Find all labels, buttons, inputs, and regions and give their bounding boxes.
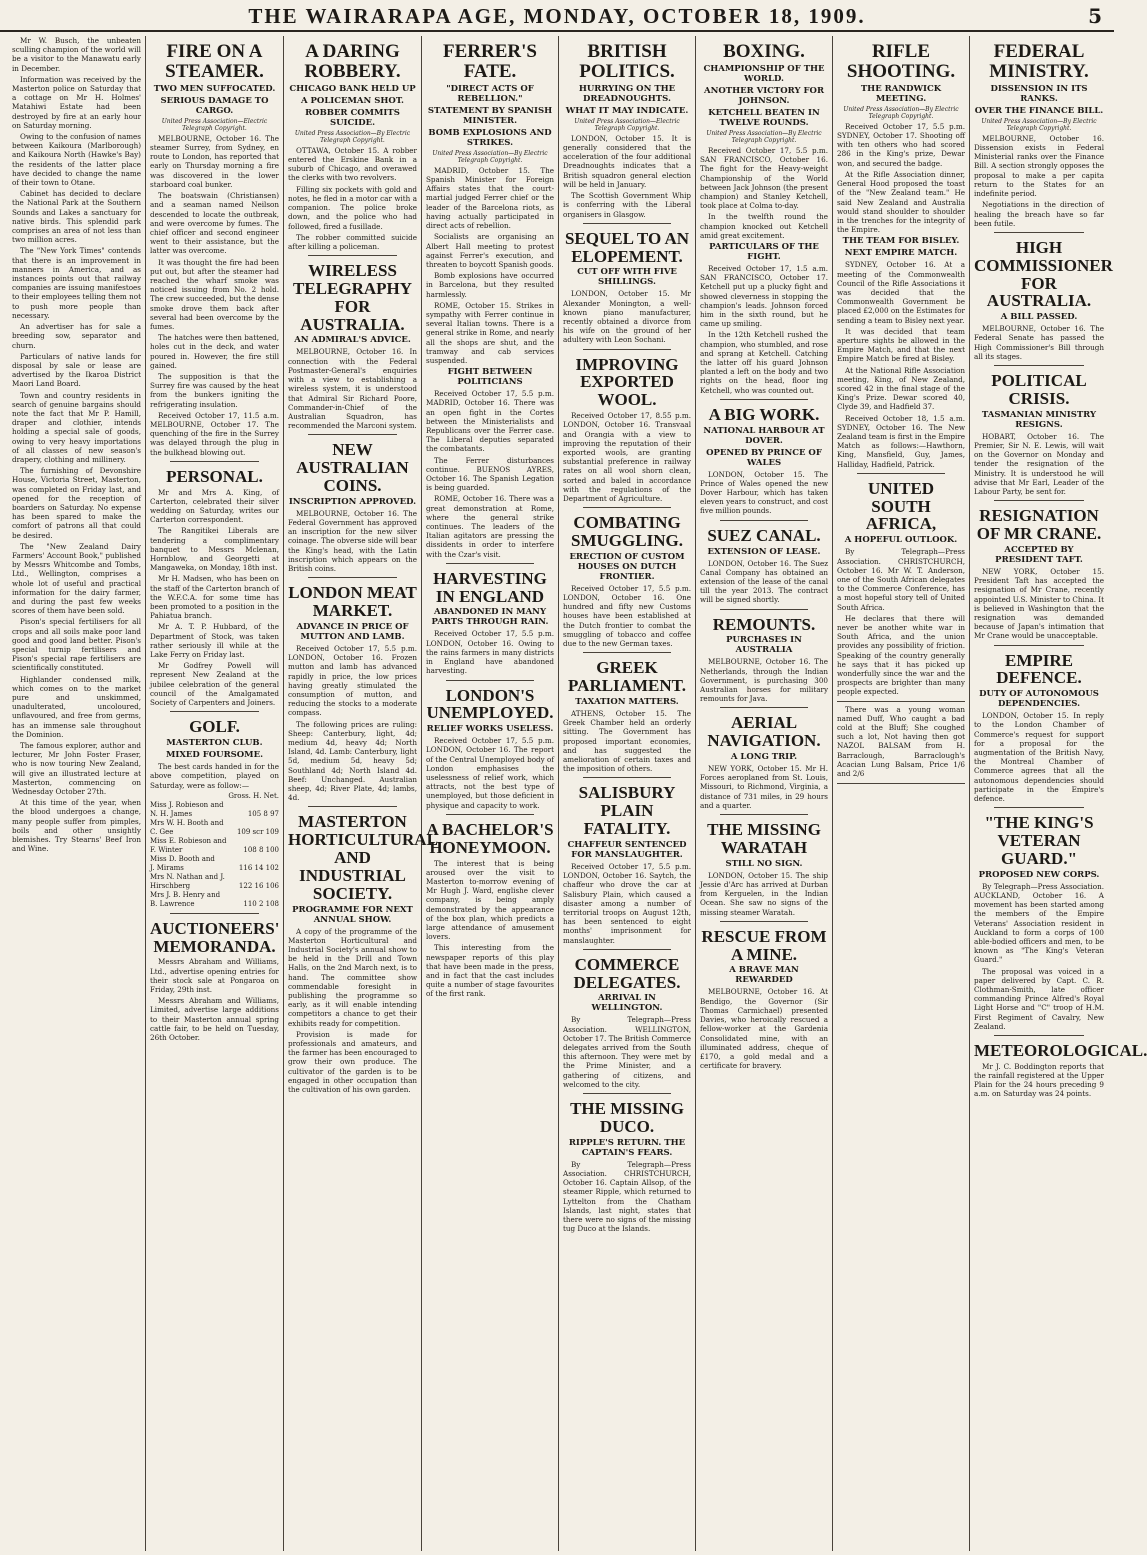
subheading: FIGHT BETWEEN POLITICIANS bbox=[447, 367, 533, 388]
wire-credit: United Press Association—Electric Telegraph Copyright. bbox=[574, 117, 680, 132]
paragraph: This interesting from the newspaper reports of this play that have been made in the press, and in fact that the cast includes quite a number of stage favourites of the first rank. bbox=[426, 943, 554, 999]
paragraph: The supposition is that the Surrey fire was caused by the heat from the bunkers igniting the refrigerating insulation. bbox=[150, 371, 279, 409]
paragraph: The following prices are ruling: Sheep: Canterbury, light, 4d; medium 4d, heavy 4d; North Island, 4d. Lamb: Canterbury, light 5d, medium 5d, heavy 5d; Southland 4d; North Island 4d. Beef: Unchanged. Australian sheep, 4d; River Plate, 4d; lambs, 4d. bbox=[288, 719, 417, 803]
paragraph: Received October 17, 11.5 a.m. MELBOURNE, October 17. The quenching of the fire in the Surrey was delayed through the plug in the bulkhead blowing out. bbox=[150, 410, 279, 457]
paragraph: Received October 17, 5.5 p.m. MADRID, October 16. There was an open fight in the Cortes between the Ministerialists and Republicans over the Ferrer case. The Liberal deputies separated the combatants. bbox=[426, 389, 554, 454]
paragraph: LONDON, October 15. It is generally considered that the acceleration of the four additional Dreadnoughts indicates that a British squadron general election will be held in January. bbox=[563, 133, 691, 189]
paragraph: By Telegraph—Press Association. WELLINGTON, October 17. The British Commerce delegates arrived from the South this afternoon. They were met by the Prime Minister, and a gathering of citizens, and welcomed to the city. bbox=[563, 1015, 691, 1089]
divider bbox=[170, 913, 259, 914]
column-8 bbox=[970, 36, 1147, 1551]
subheading: RIPPLE'S RETURN. THE CAPTAIN'S FEARS. bbox=[568, 1137, 686, 1158]
paragraph: Received October 17, 1.5 a.m. SAN FRANCISCO, October 17. Ketchell put up a plucky fight and showed cleverness in stopping the champion's leads. Johnson forced him in the sixth round, but he came up smiling. bbox=[700, 263, 828, 329]
table-row: Miss E. Robieson and bbox=[150, 836, 227, 845]
divider bbox=[583, 507, 671, 508]
divider bbox=[446, 680, 534, 681]
paragraph: At this time of the year, when the blood undergoes a change, many people suffer from pimples, boils and other unsightly blemishes. Try Stearns' Beef Iron and Wine. bbox=[12, 798, 141, 854]
wire-credit: United Press Association—By Electric Telegraph Copyright. bbox=[706, 129, 822, 144]
paragraph: The Scottish Government Whip is conferring with the Liberal organisers in Glasgow. bbox=[563, 191, 691, 219]
headline: NEW AUSTRALIAN COINS. bbox=[296, 440, 409, 495]
headline: RIFLE SHOOTING. bbox=[846, 41, 956, 82]
subheading: TASMANIAN MINISTRY RESIGNS. bbox=[981, 409, 1097, 430]
headline: IMPROVING EXPORTED WOOL. bbox=[575, 354, 679, 410]
divider bbox=[994, 365, 1084, 366]
column-3 bbox=[284, 36, 438, 1551]
subheading: OPENED BY PRINCE OF WALES bbox=[706, 447, 822, 468]
paragraph: Town and country residents in search of genuine bargains should note the fact that Mr P. Hamill, draper and clothier, intends holding a special sale of goods, owing to very heavy importations of all classes of new season's drapery, clothing and millinery. bbox=[12, 390, 141, 464]
paragraph: By Telegraph—Press Association. CHRISTCHURCH, October 16. Mr W. T. Anderson, one of the South African delegates to the Commerce Conference, has a most hopeful story tell of United South Africa. bbox=[837, 547, 965, 612]
headline: GOLF. bbox=[189, 717, 240, 737]
headline: SEQUEL TO AN ELOPEMENT. bbox=[564, 228, 690, 266]
table-row: F. Winter 108 8 100 bbox=[150, 845, 279, 854]
paragraph: Highlander condensed milk, which comes on to the market pure and unskimmed, unadulterated, uncoloured, unflavoured, and free from germs, has an immense sale throughout the Dominion. bbox=[12, 674, 141, 739]
divider bbox=[308, 577, 397, 578]
subheading: DISSENSION IN ITS RANKS. bbox=[990, 83, 1088, 104]
subheading: PROGRAMME FOR NEXT ANNUAL SHOW. bbox=[292, 904, 413, 925]
paragraph: Filling six pockets with gold and notes, he fled in a motor car with a companion. The police broke down, and the police who had followed, fired a fusillade. bbox=[288, 184, 417, 231]
subheading: ADVANCE IN PRICE OF MUTTON AND LAMB. bbox=[296, 621, 409, 642]
subheading: THE RANDWICK MEETING. bbox=[860, 83, 942, 104]
divider bbox=[994, 232, 1084, 233]
column-5 bbox=[559, 36, 696, 1551]
paragraph: Received October 17, 5.5 p.m. SYDNEY, October 17. Shooting off with ten others who had scored 286 in the King's prize, Dewar won, and secured the badge. bbox=[837, 121, 965, 168]
paragraph: In the twelfth round the champion knocked out Ketchell amid great excitement. bbox=[700, 212, 828, 240]
headline: BOXING. bbox=[723, 41, 805, 62]
subheading: A POLICEMAN SHOT. bbox=[300, 95, 405, 106]
divider bbox=[308, 255, 397, 256]
headline: GREEK PARLIAMENT. bbox=[568, 658, 686, 696]
headline: LONDON'S UNEMPLOYED. bbox=[426, 685, 554, 723]
paragraph: The "New Zealand Dairy Farmers' Account Book," published by Messrs Whitcombe and Tombs, Ltd., Wellington, comprises a whole lot of useful and practical information for the dairy farmer, and during the past few weeks scores of them have been sold. bbox=[12, 541, 141, 616]
divider bbox=[446, 814, 534, 815]
subheading: PARTICULARS OF THE FIGHT. bbox=[709, 241, 819, 262]
subheading: A BRAVE MAN REWARDED bbox=[729, 965, 799, 986]
paragraph: LONDON, October 15. In reply to the London Chamber of Commerce's request for support for a proposal for the augmentation of the British Navy, the Montreal Chamber of Commerce agrees that all the autonomous dependencies should participate in the Empire's defence. bbox=[974, 711, 1104, 804]
paragraph: LONDON, October 15. The Prince of Wales opened the new Dover Harbour, which has taken eleven years to construct, and cost five million pounds. bbox=[700, 469, 828, 516]
column-2 bbox=[146, 36, 284, 1551]
paragraph: MELBOURNE, October 16. The steamer Surrey, from Sydney, en route to London, has reported that early on Thursday morning a fire was discovered in the lower starboard coal bunker. bbox=[150, 133, 279, 189]
table-row: Mrs N. Nathan and J. bbox=[150, 872, 225, 881]
divider bbox=[994, 807, 1084, 808]
divider bbox=[720, 609, 808, 610]
headline: RESCUE FROM A MINE. bbox=[701, 926, 827, 964]
divider bbox=[583, 949, 671, 950]
headline: THE MISSING DUCO. bbox=[570, 1099, 684, 1136]
subheading: A BILL PASSED. bbox=[1000, 312, 1078, 323]
headline: SUEZ CANAL. bbox=[707, 525, 821, 545]
divider bbox=[583, 349, 671, 350]
headline: HIGH COMMISSIONER FOR AUSTRALIA. bbox=[974, 237, 1113, 311]
table-row: Miss D. Booth and bbox=[150, 854, 215, 863]
paragraph: Mr H. Madsen, who has been on the staff of the Carterton branch of the W.F.C.A. for some time has been promoted to a position in the Pahiatua branch. bbox=[150, 574, 279, 621]
paragraph: MADRID, October 15. The Spanish Minister for Foreign Affairs states that the court-martial judged Ferrer chief or the leader of the Barcelona riots, as having actually participated in direct acts of rebellion. bbox=[426, 165, 554, 231]
paragraph: Mr W. Busch, the unbeaten sculling champion of the world will be a visitor to the Manawatu early in December. bbox=[12, 36, 141, 73]
paragraph: MELBOURNE, October 16. Dissension exists in Federal Ministerial ranks over the Finance Bill. A section strongly opposes the proposal to make a per capita return to the States for an indefinite period. bbox=[974, 133, 1104, 199]
headline: A BACHELOR'S HONEYMOON. bbox=[426, 819, 554, 857]
masthead bbox=[0, 0, 1114, 32]
divider bbox=[583, 652, 671, 653]
paragraph: The furnishing of Devonshire House, Victoria Street, Masterton, was completed on Friday last, and opened for the reception of boarders on Saturday. No expense has been spared to make the comfort of patrons all that could be desired. bbox=[12, 466, 141, 540]
headline: AERIAL NAVIGATION. bbox=[707, 713, 821, 751]
table-row: Miss J. Robieson and bbox=[150, 800, 224, 809]
subheading: EXTENSION OF LEASE. bbox=[707, 546, 821, 557]
divider bbox=[994, 645, 1084, 646]
table-row: Mrs W. H. Booth and bbox=[150, 818, 224, 827]
paragraph: By Telegraph—Press Association. AUCKLAND, October 16. A movement has been started among the members of the Empire Veterans' Association resident in Auckland to form a corps of 100 able-bodied officers and men, to be known as "The King's Veteran Guard." bbox=[974, 881, 1104, 965]
paragraph: Received October 18, 1.5 a.m. SYDNEY, October 16. The New Zealand team is first in the Empire Match as follows:—Hawthorn, King, Mansfield, Guy, James, Halliday, Hadfield, Patrick. bbox=[837, 413, 965, 469]
subheading: CHAFFEUR SENTENCED FOR MANSLAUGHTER. bbox=[567, 839, 687, 860]
paragraph: LONDON, October 16. The Suez Canal Company has obtained an extension of the lease of the canal till the year 2013. The contract will be signed shortly. bbox=[700, 558, 828, 605]
headline: AUCTIONEERS' MEMORANDA. bbox=[150, 918, 280, 956]
divider bbox=[308, 434, 397, 435]
paragraph: NEW YORK, October 15. President Taft has accepted the resignation of Mr Crane, recently appointed U.S. Minister to China. It is believed in Washington that the resignation was demanded because of Japan's intimation that Mr Crane would be unacceptable. bbox=[974, 566, 1104, 641]
paragraph: Socialists are organising an Albert Hall meeting to protest against Ferrer's execution, and threaten to boycott Spanish goods. bbox=[426, 232, 554, 269]
paragraph: It was thought the fire had been put out, but after the steamer had reached the wharf smoke was noticed issuing from No. 2 hold. The crew succeeded, but the dense smoke drove them back after several had been overcome by the fumes. bbox=[150, 257, 279, 331]
table-row: Hirschberg 122 16 106 bbox=[150, 881, 279, 890]
paragraph: An advertiser has for sale a breeding sow, separator and churn. bbox=[12, 322, 141, 350]
advertisement bbox=[837, 701, 965, 785]
divider bbox=[720, 814, 808, 815]
subheading: WHAT IT MAY INDICATE. bbox=[565, 105, 689, 116]
headline: BRITISH POLITICS. bbox=[579, 41, 675, 82]
paragraph: Received October 17, 5.5 p.m. LONDON, October 16. Saytch, the chaffeur who drove the car at Salisbury Plain, which caused a disaster among a number of territorial troops on August 12th, has been sentenced to eight months' imprisonment for manslaughter. bbox=[563, 861, 691, 945]
paragraph: Received October 17, 5.5 p.m. LONDON, October 16. Frozen mutton and lamb has advanced rapidly in price, the low prices having greatly stimulated the consumption of mutton, and reducing the stocks to a moderate compass. bbox=[288, 643, 417, 718]
headline: WIRELESS TELEGRAPHY FOR AUSTRALIA. bbox=[292, 261, 413, 334]
divider bbox=[994, 1035, 1084, 1036]
paragraph: There was a young woman named Duff, Who caught a bad cold at the Bluff; She coughed such a lot, Not having then got NAZOL BALSAM from H. Barraclough, Barraclough's Acacian Lung Balsam, Price 1/6 and 2/6 bbox=[837, 704, 965, 778]
paragraph: OTTAWA, October 15. A robber entered the Erskine Bank in a suburb of Chicago, and overawed the clerks with two revolvers. bbox=[288, 145, 417, 183]
page-number: 5 bbox=[1088, 4, 1102, 28]
headline: A DARING ROBBERY. bbox=[304, 41, 401, 82]
paragraph: Mr and Mrs A. King, of Carterton, celebrated their silver wedding on Saturday, writes our Carterton correspondent. bbox=[150, 487, 279, 525]
headline: LONDON MEAT MARKET. bbox=[288, 583, 417, 621]
headline: METEOROLOGICAL. bbox=[974, 1041, 1147, 1061]
divider bbox=[446, 563, 534, 564]
subheading: STILL NO SIGN. bbox=[725, 858, 803, 869]
wire-credit: United Press Association—By Electric Telegraph Copyright. bbox=[294, 129, 411, 144]
table-row: C. Gee 109 scr 109 bbox=[150, 827, 279, 836]
subheading: MIXED FOURSOME. bbox=[165, 750, 264, 761]
subheading: ROBBER COMMITS SUICIDE. bbox=[305, 107, 400, 128]
paragraph: By Telegraph—Press Association. CHRISTCHURCH, October 16. Captain Allsop, of the steamer Ripple, which returned to Lyttelton from the Chatham Islands, last night, states that there were no signs of the missing tug Duco at the Islands. bbox=[563, 1159, 691, 1234]
subheading: A HOPEFUL OUTLOOK. bbox=[844, 535, 958, 546]
subheading: AN ADMIRAL'S ADVICE. bbox=[294, 335, 411, 346]
paragraph: Information was received by the Masterton police on Saturday that a cottage on Mr H. Holmes' Matahiwi Estate had been destroyed by fire at an early hour on Saturday morning. bbox=[12, 74, 141, 130]
paragraph: He declares that there will never be another white war in South Africa, and the union provides any possibility of friction. Speaking of the country generally he says that it has picked up wonderfully since the war and the prospects are brighter than many people expected. bbox=[837, 613, 965, 697]
paragraph: The proposal was voiced in a paper delivered by Capt. C. R. Clothman-Smith, late officer commanding Prince Alfred's Royal Light Horse and "C" troop of H.M. First Regiment of Cavalry, New Zealand. bbox=[974, 966, 1104, 1031]
divider bbox=[308, 806, 397, 807]
headline: COMMERCE DELEGATES. bbox=[573, 954, 681, 992]
subheading: SERIOUS DAMAGE TO CARGO. bbox=[160, 95, 269, 116]
paragraph: ROME, October 16. There was a great demonstration at Rome, where the general strike continues. The leaders of the Italian agitators are pressing the dissidents in order to interfere with the Czar's visit. bbox=[426, 494, 554, 559]
divider bbox=[994, 500, 1084, 501]
paragraph: Bomb explosions have occurred in Barcelona, but they resulted harmlessly. bbox=[426, 271, 554, 299]
masthead-title: THE WAIRARAPA AGE, MONDAY, OCTOBER 18, 1909. bbox=[248, 4, 866, 28]
headline: COMBATING SMUGGLING. bbox=[571, 513, 683, 551]
paragraph: Received October 17, 5.5 p.m. LONDON, October 16. Owing to the rains farmers in many districts in England have abandoned harvesting. bbox=[426, 629, 554, 676]
subheading: STATEMENT BY SPANISH MINISTER. bbox=[427, 105, 553, 126]
subheading: OVER THE FINANCE BILL. bbox=[974, 105, 1104, 116]
paragraph: MELBOURNE, October 16. In connection with the Federal Postmaster-General's enquiries with a view to establishing a wireless system, it is understood that Admiral Sir Richard Poore, Commander-in-Chief of the Australian Squadron, has recommended the Marconi system. bbox=[288, 347, 417, 431]
paragraph: At the National Rifle Association meeting, King, of New Zealand, scored 42 in the final stage of the King's Prize. Dewar scored 40, Clyde 39, and Hadfield 37. bbox=[837, 365, 965, 412]
subheading: TWO MEN SUFFOCATED. bbox=[153, 83, 276, 94]
subheading: MASTERTON CLUB. bbox=[166, 738, 263, 749]
subheading: ACCEPTED BY PRESIDENT TAFT. bbox=[995, 544, 1083, 565]
subheading: ERECTION OF CUSTOM HOUSES ON DUTCH FRONTIER. bbox=[569, 551, 685, 582]
paragraph: Pison's special fertilisers for all crops and all soils make poor land good and good land better. Pison's special turnip fertilisers and Pison's special rape fertilisers are scientifically constituted. bbox=[12, 617, 141, 673]
paragraph: LONDON, October 15. Mr Alexander Monington, a well-known piano manufacturer, recently obtained a divorce from his wife on the ground of her adultery with Leon Sochani. bbox=[563, 289, 691, 345]
headline: POLITICAL CRISIS. bbox=[991, 371, 1087, 408]
wire-credit: United Press Association—By Electric Telegraph Copyright. bbox=[843, 105, 959, 120]
subheading: KETCHELL BEATEN IN TWELVE ROUNDS. bbox=[708, 107, 820, 128]
paragraph: ATHENS, October 15. The Greek Chamber held an orderly sitting. The Government has proposed important economies, and has suggested the amelioration of certain taxes and the imposition of others. bbox=[563, 708, 691, 774]
wire-credit: United Press Association—Electric Telegraph Copyright. bbox=[161, 117, 268, 132]
paragraph: Received October 17, 8.55 p.m. LONDON, October 16. Transvaal and Orangia with a view to improving the reputation of their exported wools, are granting substantial preference in railway rates on all wool shorn clean, sorted and baled in accordance with the regulations of the Department of Agriculture. bbox=[563, 411, 691, 503]
paragraph: The boatswain (Christiansen) and a seaman named Neilson descended to locate the outbreak, and were overcome by fumes. The chief officer and second engineer went to their assistance, but the latter was overcome. bbox=[150, 191, 279, 256]
paragraph: Mr J. C. Boddington reports that the rainfall registered at the Upper Plain for the 24 hours preceding 9 a.m. on Saturday was 24 points. bbox=[974, 1061, 1104, 1099]
paragraph: Owing to the confusion of names between Kaikoura (Marlborough) and Kaikoura North (Hawke's Bay) the residents of the latter place have decided to change the name of their town to Otane. bbox=[12, 132, 141, 188]
column-4 bbox=[422, 36, 559, 1551]
divider bbox=[170, 461, 259, 462]
divider bbox=[720, 399, 808, 400]
paragraph: A copy of the programme of the Masterton Horticultural and Industrial Society's annual show to be held in the Drill and Town Halls, on the 2nd March next, is to hand. The committee show commendable foresight in publishing the programme so early, as it will enable intending competitors a chance to get their exhibits ready for competition. bbox=[288, 926, 417, 1028]
paragraph: ROME, October 15. Strikes in sympathy with Ferrer continue in several Italian towns. There is a general strike in Rome, and nearly all the shops are shut, and the tramway and cab services suspended. bbox=[426, 300, 554, 365]
headline: A BIG WORK. bbox=[708, 404, 820, 424]
table-row: J. Mirams 116 14 102 bbox=[150, 863, 279, 872]
paragraph: SYDNEY, October 16. At a meeting of the Commonwealth Council of the Rifle Associations it was decided that the Commonwealth Government be placed £2,000 on the Estimates for sending a team to Bisley next year. bbox=[837, 260, 965, 325]
subheading: A LONG TRIP. bbox=[730, 752, 798, 763]
table-row: B. Lawrence 110 2 108 bbox=[150, 899, 279, 908]
headline: FERRER'S FATE. bbox=[443, 41, 537, 82]
paragraph: Received October 17, 5.5 p.m. LONDON, October 16. The report of the Central Unemployed body of London emphasises the uselessness of relief work, which attracts, not the best type of unemployed, but those deficient in physique and capacity to work. bbox=[426, 736, 554, 810]
headline: HARVESTING IN ENGLAND bbox=[433, 568, 547, 606]
divider bbox=[583, 1093, 671, 1094]
divider bbox=[720, 520, 808, 521]
subheading: ARRIVAL IN WELLINGTON. bbox=[591, 993, 663, 1014]
paragraph: At the Rifle Association dinner, General Hood proposed the toast of the "New Zealand team." He said New Zealand and Australia would stand shoulder to shoulder in the trenches for the integrity of the Empire. bbox=[837, 169, 965, 235]
paragraph: LONDON, October 15. The ship Jessie d'Arc has arrived at Durban from Kerguelen, in the Indian Ocean. She saw no signs of the missing steamer Waratah. bbox=[700, 870, 828, 917]
subheading: NEXT EMPIRE MATCH. bbox=[844, 248, 958, 259]
headline: MASTERTON HORTICULTURAL AND INDUSTRIAL SOCIETY. bbox=[288, 812, 438, 903]
subheading: CHAMPIONSHIP OF THE WORLD. bbox=[703, 63, 825, 84]
headline: FIRE ON A STEAMER. bbox=[165, 41, 264, 82]
subheading: DUTY OF AUTONOMOUS DEPENDENCIES. bbox=[979, 689, 1099, 710]
paragraph: NEW YORK, October 15. Mr H. Forces aeroplaned from St. Louis, Missouri, to Richmond, Virginia, a distance of 731 miles, in 29 hours and a quarter. bbox=[700, 764, 828, 810]
golf-table bbox=[150, 801, 279, 909]
paragraph: The Ferrer disturbances continue. BUENOS AYRES, October 16. The Spanish Legation is being guarded. bbox=[426, 455, 554, 493]
paragraph: In the 12th Ketchell rushed the champion, who stumbled, and rose and sprang at Ketchell. Catching the latter off his guard Johnson planted a left on the body and two rights on the head, floor ing Ketchell, who was counted out. bbox=[700, 330, 828, 395]
paragraph: The famous explorer, author and lecturer, Mr John Foster Fraser, who is now touring New Zealand, will give an illustrated lecture at Masterton, commencing on Wednesday October 27th. bbox=[12, 741, 141, 797]
paragraph: Particulars of native lands for disposal by sale or lease are advertised by the Ikaroa District Maori Land Board. bbox=[12, 351, 141, 389]
paragraph: MELBOURNE, October 16. The Federal Senate has passed the High Commissioner's Bill through all its stages. bbox=[974, 324, 1104, 361]
paragraph: Provision is made for professionals and amateurs, and the farmer has been encouraged to grow their own produce. The cultivator of the garden is to be engaged in other occupation than the cultivation of his own garden. bbox=[288, 1029, 417, 1095]
divider bbox=[170, 711, 259, 712]
headline: "THE KING'S VETERAN GUARD." bbox=[984, 813, 1094, 868]
subheading: ANOTHER VICTORY FOR JOHNSON. bbox=[703, 85, 825, 106]
headline: THE MISSING WARATAH bbox=[707, 820, 821, 857]
column-1 bbox=[8, 36, 146, 1551]
divider bbox=[720, 921, 808, 922]
subheading: "DIRECT ACTS OF REBELLION." bbox=[446, 83, 534, 104]
paragraph: HOBART, October 16. The Premier, Sir N. E. Lewis, will wait on the Governor on Monday and tender the resignation of the Ministry. It is understood he will advise that Mr Earl, Leader of the Labour Party, be sent for. bbox=[974, 431, 1104, 496]
headline: UNITED SOUTH AFRICA, bbox=[865, 478, 937, 534]
subheading: INSCRIPTION APPROVED. bbox=[288, 496, 417, 507]
subheading: CHICAGO BANK HELD UP bbox=[289, 83, 416, 94]
paragraph: Messrs Abraham and Williams, Ltd., advertise opening entries for their stock sale at Pongaroa on Friday, 29th inst. bbox=[150, 957, 279, 995]
subheading: PURCHASES IN AUSTRALIA bbox=[726, 635, 802, 656]
headline: SALISBURY PLAIN FATALITY. bbox=[578, 783, 676, 839]
paragraph: It was decided that team aperture sights be allowed in the Empire Match, and that the next Empire Match be fired at Bisley. bbox=[837, 326, 965, 364]
headline: RESIGNATION OF MR CRANE. bbox=[976, 506, 1102, 544]
paragraph: The Rangitikei Liberals are tendering a complimentary banquet to Messrs Mclenan, Hornblow, and Georgetti at Mangaweka, on Monday, 18th inst. bbox=[150, 526, 279, 573]
paragraph: The interest that is being aroused over the visit to Masterton to-morrow evening of Mr Hugh J. Ward, englishe clever company, is being amply demonstrated by the appearance of the box plan, which predicts a large attendance of amusement lovers. bbox=[426, 858, 554, 942]
subheading: RELIEF WORKS USELESS. bbox=[426, 724, 554, 735]
subheading: TAXATION MATTERS. bbox=[575, 696, 679, 707]
subheading: THE TEAM FOR BISLEY. bbox=[842, 236, 960, 247]
divider bbox=[583, 223, 671, 224]
subheading: NATIONAL HARBOUR AT DOVER. bbox=[703, 425, 825, 446]
paragraph: Messrs Abraham and Williams, Limited, advertise large additions to their Masterton annual spring cattle fair, to be held on Tuesday, 26th October. bbox=[150, 996, 279, 1043]
table-row: Mrs J. B. Henry and bbox=[150, 890, 221, 899]
wire-credit: United Press Association—By Electric Telegraph Copyright. bbox=[432, 149, 548, 164]
divider bbox=[583, 777, 671, 778]
subheading: HURRYING ON THE DREADNOUGHTS. bbox=[578, 83, 676, 104]
paragraph: MELBOURNE, October 16. The Federal Government has approved an inscription for the new silver coinage. The obverse side will bear the King's head, with the Latin inscription which appears on the British coins. bbox=[288, 508, 417, 574]
paragraph: The hatches were then battened, holes cut in the deck, and water poured in. However, the fire still gained. bbox=[150, 333, 279, 370]
paragraph: Received October 17, 5.5 p.m. SAN FRANCISCO, October 16. The fight for the Heavy-weight Championship of the World between Jack Johnson (the present champion) and Stanley Ketchell, took place at Colma to-day. bbox=[700, 145, 828, 211]
paragraph: The "New York Times" contends that there is an improvement in manners in America, and as instances points out that railway companies are issuing manifestoes to their employees telling them not to push more people than necessary. bbox=[12, 246, 141, 320]
column-6 bbox=[696, 36, 833, 1551]
headline: FEDERAL MINISTRY. bbox=[989, 41, 1089, 82]
paragraph: The best cards handed in for the above competition, played on Saturday, were as follow:— bbox=[150, 762, 279, 790]
headline: PERSONAL. bbox=[166, 466, 263, 486]
headline: REMOUNTS. bbox=[712, 614, 816, 634]
paragraph: MELBOURNE, October 16. The Netherlands, through the Indian Government, is purchasing 300 Australian horses for military remounts for Java. bbox=[700, 657, 828, 704]
column-7 bbox=[833, 36, 970, 1551]
paragraph: Mr Godfrey Powell will represent New Zealand at the jubilee celebration of the general council of the Amalgamated Society of Carpenters and Joiners. bbox=[150, 661, 279, 708]
paragraph: Negotiations in the direction of healing the breach have so far been futile. bbox=[974, 200, 1104, 228]
subheading: ABANDONED IN MANY PARTS THROUGH RAIN. bbox=[431, 607, 549, 628]
subheading: PROPOSED NEW CORPS. bbox=[978, 869, 1100, 880]
paragraph: Mr A. T. P. Hubbard, of the Department of Stock, was taken rather seriously ill while at the Lake Ferry on Friday last. bbox=[150, 622, 279, 660]
paragraph: Cabinet has decided to declare the National Park at the Southern Sounds and Lakes a sanctuary for native birds. This splendid park comprises an area of not less than two million acres. bbox=[12, 189, 141, 245]
wire-credit: United Press Association—By Electric Telegraph Copyright. bbox=[981, 117, 1097, 132]
table-row: N. H. James 105 8 97 bbox=[150, 809, 279, 818]
paragraph: MELBOURNE, October 16. At Bendigo, the Governor (Sir Thomas Carmichael) presented Davies, who heroically rescued a fellow-worker at the Gardenia Consolidated mine, with an illuminated address, cheque of £170, a gold medal and a certificate for bravery. bbox=[700, 987, 828, 1071]
subheading: BOMB EXPLOSIONS AND STRIKES. bbox=[428, 127, 552, 148]
divider bbox=[857, 473, 945, 474]
paragraph: The robber committed suicide after killing a policeman. bbox=[288, 232, 417, 251]
divider bbox=[720, 707, 808, 708]
golf-table-header: Gross. H. Net. bbox=[228, 791, 279, 800]
paragraph: Received October 17, 5.5 p.m. LONDON, October 16. One hundred and fifty new Customs houses have been established at the Dutch frontier to combat the smuggling of tobacco and coffee due to the new German taxes. bbox=[563, 583, 691, 649]
subheading: CUT OFF WITH FIVE SHILLINGS. bbox=[577, 267, 677, 288]
headline: EMPIRE DEFENCE. bbox=[996, 650, 1082, 688]
columns bbox=[8, 36, 1147, 1551]
